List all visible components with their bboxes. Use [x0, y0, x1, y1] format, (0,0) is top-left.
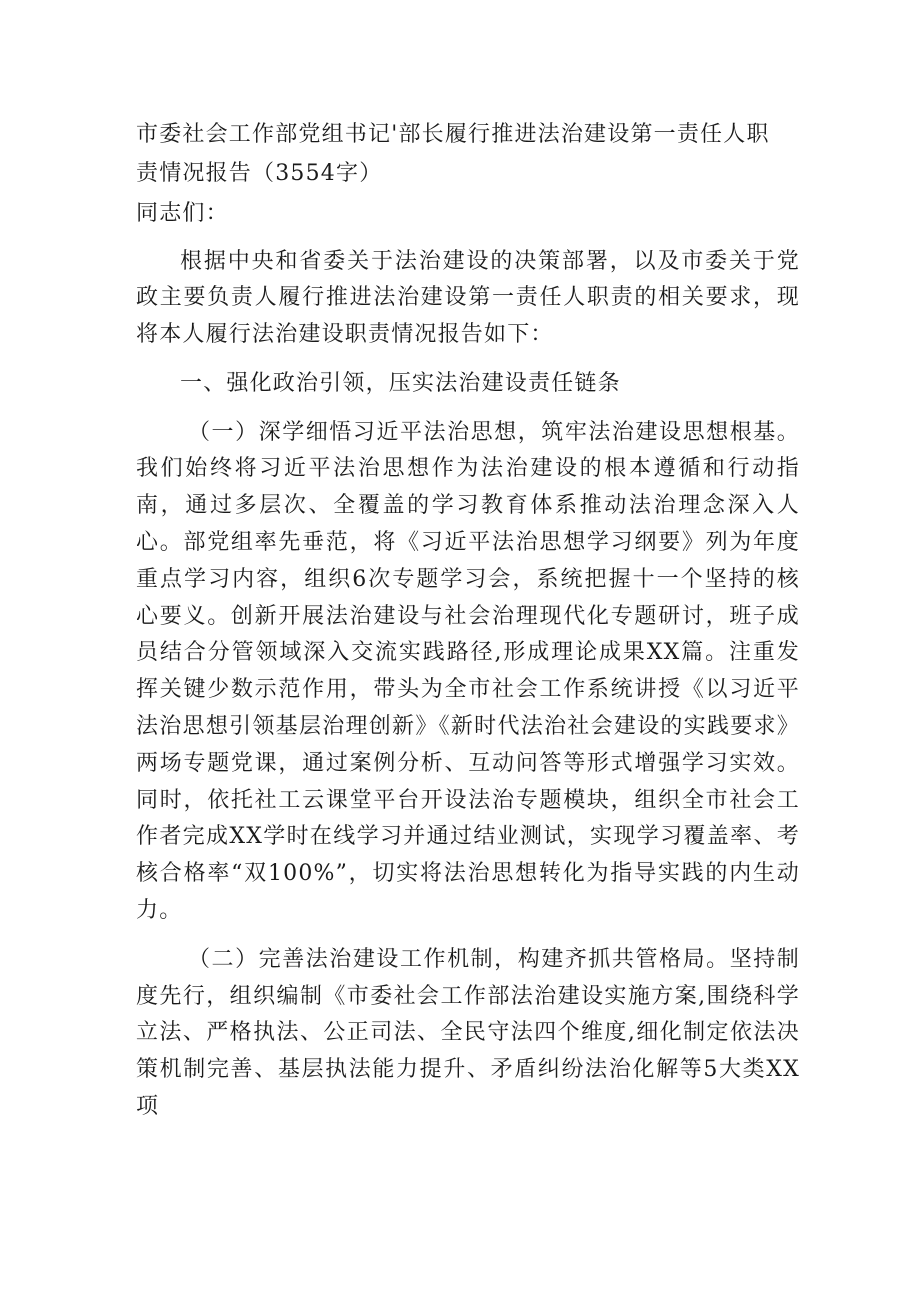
document-title-line-1: 市委社会工作部党组书记'部长履行推进法治建设第一责任人职: [136, 122, 770, 147]
section-1-heading: 一、强化政治引领，压实法治建设责任链条: [180, 370, 621, 396]
document-title-line-2: 责情况报告（3554字）: [136, 160, 383, 186]
subsection-1-paragraph: （一）深学细悟习近平法治思想，筑牢法治建设思想根基。我们始终将习近平法治思想作为法治建设的根本遵循和行动指南，通过多层次、全覆盖的学习教育体系推动法治理念深入人心。部党组率先垂范，将《习近平法治思想学习纲要》列为年度重点学习内容，组织6次专题学习会，系统把握十一个坚持的核心要义。创新开展法治建设与社会治理现代化专题研讨，班子成员结合分管领域深入交流实践路径,形成理论成果XX篇。注重发挥关键少数示范作用，带头为全市社会工作系统讲授《以习近平法治思想引领基层治理创新》《新时代法治社会建设的实践要求》两场专题党课，通过案例分析、互动问答等形式增强学习实效。同时，依托社工云课堂平台开设法治专题模块，组织全市社会工作者完成XX学时在线学习并通过结业测试，实现学习覆盖率、考核合格率“双100%”，切实将法治思想转化为指导实践的内生动力。: [136, 419, 800, 924]
intro-paragraph: 根据中央和省委关于法治建设的决策部署，以及市委关于党政主要负责人履行推进法治建设第一责任人职责的相关要求，现将本人履行法治建设职责情况报告如下：: [136, 248, 800, 348]
greeting: 同志们：: [136, 201, 229, 226]
document-title: [136, 110, 800, 193]
subsection-2-paragraph: （二）完善法治建设工作机制，构建齐抓共管格局。坚持制度先行，组织编制《市委社会工作部法治建设实施方案,围绕科学立法、严格执法、公正司法、全民守法四个维度,细化制定依法决策机制完善、基层执法能力提升、矛盾纠纷法治化解等5大类XX项: [136, 946, 800, 1120]
